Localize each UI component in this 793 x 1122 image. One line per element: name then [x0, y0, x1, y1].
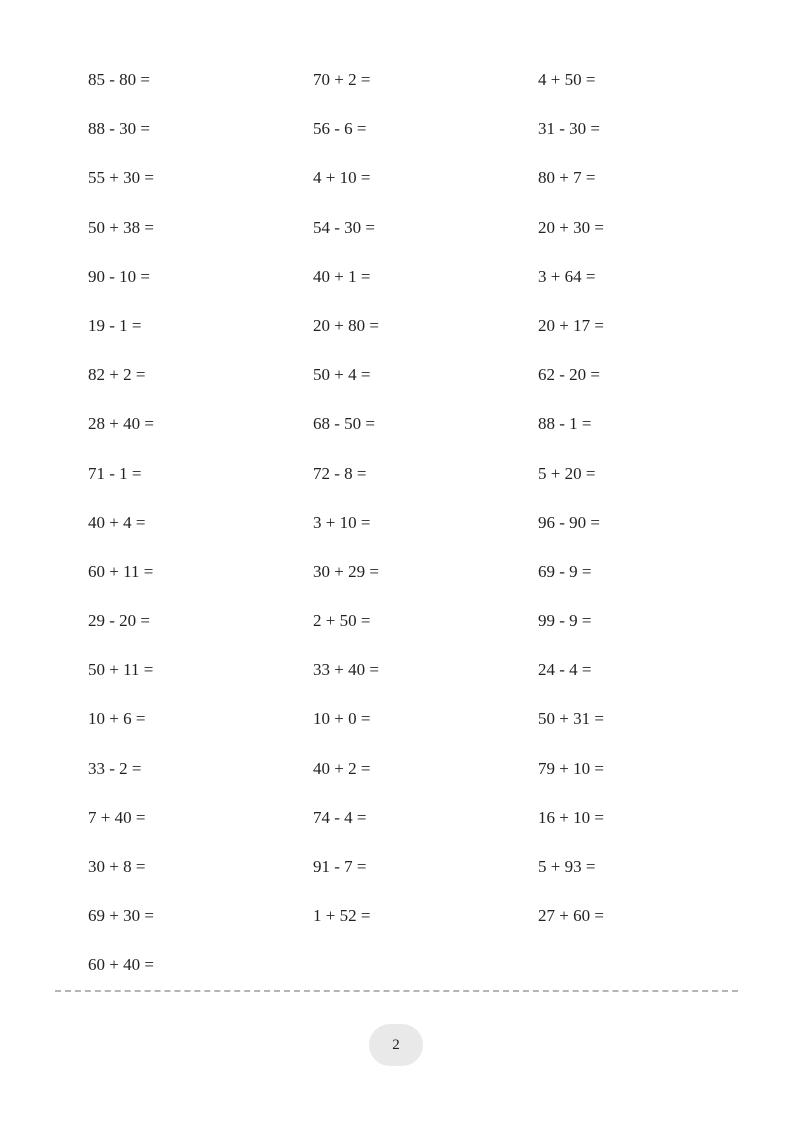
math-problem: 33 - 2 = — [88, 758, 142, 778]
problem-row — [0, 950, 793, 999]
problem-row — [0, 262, 793, 311]
math-problem: 20 + 80 = — [313, 315, 379, 335]
math-problem: 27 + 60 = — [538, 906, 604, 926]
math-problem: 54 - 30 = — [313, 217, 375, 237]
math-problem: 71 - 1 = — [88, 463, 142, 483]
math-problem: 91 - 7 = — [313, 857, 367, 876]
math-problem: 7 + 40 = — [88, 807, 146, 827]
math-problem: 10 + 6 = — [88, 709, 146, 729]
math-problem: 24 - 4 = — [538, 660, 592, 680]
math-problem: 50 + 4 = — [313, 365, 371, 385]
math-problem: 69 - 9 = — [538, 561, 592, 581]
math-problem: 31 - 30 = — [538, 119, 600, 139]
problem-row — [0, 459, 793, 508]
math-problem: 96 - 90 = — [538, 512, 600, 532]
problem-grid — [0, 65, 793, 1000]
math-problem: 99 - 9 = — [538, 611, 592, 631]
math-problem: 72 - 8 = — [313, 463, 367, 483]
math-problem: 2 + 50 = — [313, 611, 371, 631]
dashed-divider — [55, 990, 738, 992]
math-problem: 19 - 1 = — [88, 315, 142, 335]
problem-row — [0, 754, 793, 803]
math-problem: 85 - 80 = — [88, 70, 150, 89]
math-problem: 3 + 64 = — [538, 266, 596, 286]
math-problem: 4 + 50 = — [538, 70, 596, 89]
problem-row — [0, 901, 793, 950]
problem-row — [0, 114, 793, 163]
problem-row — [0, 606, 793, 655]
math-problem: 79 + 10 = — [538, 758, 604, 778]
math-problem: 68 - 50 = — [313, 414, 375, 434]
problem-row — [0, 360, 793, 409]
problem-row — [0, 852, 793, 901]
math-problem: 28 + 40 = — [88, 414, 154, 434]
math-problem: 60 + 40 = — [88, 955, 154, 975]
problem-row — [0, 213, 793, 262]
math-problem: 20 + 30 = — [538, 217, 604, 237]
math-problem: 60 + 11 = — [88, 561, 154, 581]
math-problem: 69 + 30 = — [88, 906, 154, 926]
problem-row — [0, 508, 793, 557]
math-problem: 10 + 0 = — [313, 709, 371, 729]
problem-row — [0, 704, 793, 753]
math-problem: 20 + 17 = — [538, 315, 604, 335]
math-problem: 55 + 30 = — [88, 168, 154, 188]
math-problem: 88 - 1 = — [538, 414, 592, 434]
math-problem: 4 + 10 = — [313, 168, 371, 188]
math-problem: 1 + 52 = — [313, 906, 371, 926]
math-problem: 56 - 6 = — [313, 119, 367, 139]
math-problem: 50 + 11 = — [88, 660, 154, 680]
math-problem: 70 + 2 = — [313, 70, 371, 89]
math-problem: 50 + 31 = — [538, 709, 604, 729]
problem-row — [0, 803, 793, 852]
math-problem: 5 + 93 = — [538, 857, 596, 876]
math-problem: 74 - 4 = — [313, 807, 367, 827]
math-problem: 80 + 7 = — [538, 168, 596, 188]
math-problem: 5 + 20 = — [538, 463, 596, 483]
math-problem: 82 + 2 = — [88, 365, 146, 385]
math-problem: 50 + 38 = — [88, 217, 154, 237]
problem-row — [0, 655, 793, 704]
math-problem: 30 + 8 = — [88, 857, 146, 876]
math-problem: 16 + 10 = — [538, 807, 604, 827]
math-problem: 62 - 20 = — [538, 365, 600, 385]
problem-row — [0, 65, 793, 114]
math-problem: 33 + 40 = — [313, 660, 379, 680]
problem-row — [0, 557, 793, 606]
math-problem: 88 - 30 = — [88, 119, 150, 139]
problem-row — [0, 311, 793, 360]
math-problem: 40 + 4 = — [88, 512, 146, 532]
problem-row — [0, 163, 793, 212]
problem-row — [0, 409, 793, 458]
math-problem: 3 + 10 = — [313, 512, 371, 532]
page-number-badge: 2 — [369, 1024, 423, 1066]
math-problem: 90 - 10 = — [88, 266, 150, 286]
math-problem: 29 - 20 = — [88, 611, 150, 631]
math-problem: 30 + 29 = — [313, 561, 379, 581]
math-problem: 40 + 2 = — [313, 758, 371, 778]
math-problem: 40 + 1 = — [313, 266, 371, 286]
